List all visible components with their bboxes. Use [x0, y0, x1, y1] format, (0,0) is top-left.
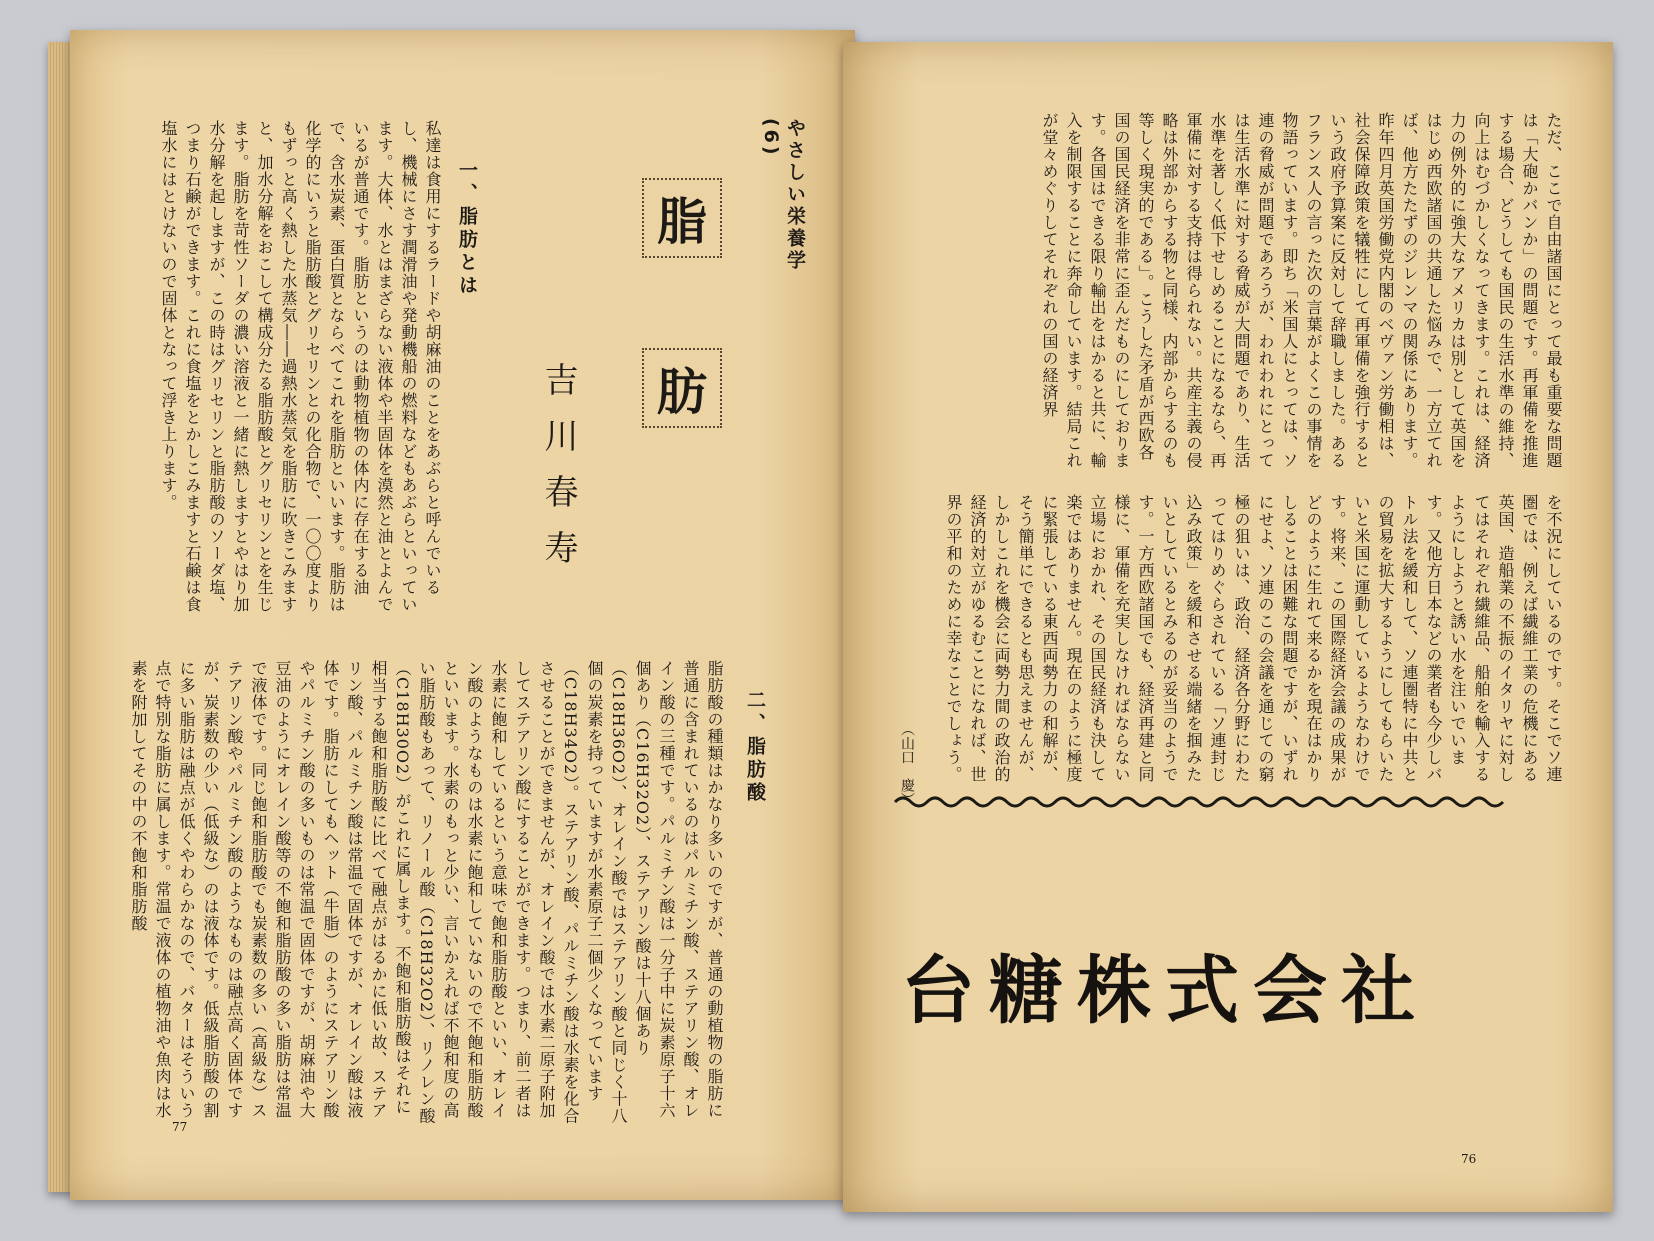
- series-title: やさしい栄養学 (6): [760, 118, 806, 294]
- title-char-2: 肪: [642, 348, 722, 428]
- page-number-right: 76: [1461, 1152, 1477, 1166]
- wavy-divider: [895, 792, 1511, 812]
- left-page: [70, 30, 855, 1200]
- right-upper-body: ただ、ここで自由諸国にとって最も重要な問題は「大砲かバンか」の問題です。再軍備を推進する場合、どうしても国民の生活水準の維持、向上はむづかしくなってきます。これは、経済力の例外的に強大なアメリカは別として英国をはじめ西欧諸国の共通した悩みで、一方立てれば、他方たたずのジレンマの関係にあります。昨年四月英国労働党内閣のベヴァン労働相は、社会保障政策を犠牲にして再軍備を強行するという政府予算案に反対して辞職しました。あるフランス人の言った次の言葉がよくこの事情を物語っています。即ち「米国人にとっては、ソ連の脅威が問題であろうが、われわれにとっては生活水準に対する脅威が大問題であり、生活水準を著しく低下せしめることになるなら、再軍備に対する支持は得られない。共産主義の侵略は外部からする物と同様、内部からするのも等しく現実的である」。こうした矛盾が西欧各国の国民経済を非常に歪んだものにしております。各国はできる限り輸出をはかると共に、輸入を制限することに奔命しています。結局これが堂々めぐりしてそれぞれの国の経済界: [1040, 112, 1563, 469]
- page-number-left: 77: [172, 1120, 188, 1134]
- article-signoff: （山口 慶）: [899, 722, 915, 806]
- section1-body: 私達は食用にするラードや胡麻油のことをあぶらと呼んでいるし、機械にさす潤滑油や発動機船の燃料などもあぶらといっています。大体、水とはまざらない液体や半固体を漠然と油とよんでいるが普通です。脂肪というのは動物植物の体内に存在する油で、含水炭素、蛋白質とならべてこれを脂肪といいます。脂肪は化学的にいうと脂肪酸とグリセリンとの化合物で、一〇〇度よりもずっと高く熱した水蒸気――過熱水蒸気を脂肪に吹きこみますと、加水分解をおこして構成分たる脂肪酸とグリセリンとを生じます。脂肪を苛性ソーダの濃い溶液と一緒に熱しますとやはり加水分解を起しますが、この時はグリセリンと脂肪酸のソーダ塩、つまり石鹸ができます。これに食塩をとかしこみますと石鹸は食塩水にはとけないので固体となって浮き上ります。: [159, 120, 442, 613]
- section2-body: 脂肪酸の種類はかなり多いのですが、普通の動植物の脂肪に普通に含まれているのはパルミチン酸、ステアリン酸、オレイン酸の三種です。パルミチン酸は一分子中に炭素原子十六個あり（C16H32O2）、ステアリン酸は十八個あり（C18H36O2）、オレイン酸ではステアリン酸と同じく十八個の炭素を持っていますが水素原子二個少くなっています（C18H34O2）。ステアリン酸、パルミチン酸は水素を化合させることができませんが、オレイン酸では水素二原子附加してステアリン酸にすることができます。つまり、前二者は水素に飽和しているという意味で飽和脂肪酸といい、オレイン酸のようなものは水素に飽和していないので不飽和脂肪酸といいます。水素のもっと少い、言いかえれば不飽和度の高い脂肪酸もあって、リノール酸（C18H32O2）、リノレン酸（C18H30O2）がこれに属します。不飽和脂肪酸はそれに相当する飽和脂肪酸に比べて融点がはるかに低い故、ステアリン酸、パルミチン酸は常温で固体ですが、オレイン酸は液体です。脂肪にしてもヘット（牛脂）のようにステアリン酸やパルミチン酸の多いものは常温で固体ですが、胡麻油や大豆油のようにオレイン酸等の不飽和脂肪酸の多い脂肪は常温で液体です。同じ飽和脂肪酸でも炭素数の多い（高級な）ステアリン酸やパルミチン酸のようなものは融点高く固体ですが、炭素数の少い（低級な）のは液体です。低級脂肪酸の割に多い脂肪は融点が低くやわらかなので、バターはそういう点で特別な脂肪に属します。常温で液体の植物油や魚肉は水素を附加してその中の不飽和脂肪酸: [129, 660, 724, 1125]
- section1-heading: 一、脂肪とは: [456, 160, 478, 298]
- title-char-1: 脂: [642, 178, 722, 258]
- section2-heading: 二、脂肪酸: [744, 690, 766, 805]
- open-book: [48, 22, 1618, 1212]
- author-name: 吉川春寿: [538, 362, 578, 586]
- right-lower-body: を不況にしているのです。そこでソ連圏では、例えば繊維工業の危機にある英国、造船業の不振のイタリヤに対してはそれぞれ繊維品、船舶を輸入するようにしようと誘い水を注いでいます。又他方日本などの業者も今少しバトル法を緩和して、ソ連圏特に中共との貿易を拡大するようにしてもらいたいと米国に運動しているようなわけです。将来、この国際経済会議の成果がどのように生れて来るかを現在はかりしることは困難な問題ですが、いずれにせよ、ソ連のこの会議を通じての窮極の狙いは、政治、経済各分野にわたってはりめぐらされている「ソ連封じ込み政策」を緩和させる端緒を掴みたいとしているとみるのが妥当のようです。一方西欧諸国でも、経済再建と同様に、軍備を充実しなければならない立場におかれ、その国民経済も決して楽ではありません。現在のように極度に緊張している東西両勢力の和解が、そう簡単にできるとも思えませんが、しかしこれを機会に両勢力間の政治的経済的対立がゆるむことになれば、世界の平和のために幸なことでしょう。: [944, 494, 1563, 783]
- advertisement-company-name: 台糖株式会社: [901, 948, 1429, 1034]
